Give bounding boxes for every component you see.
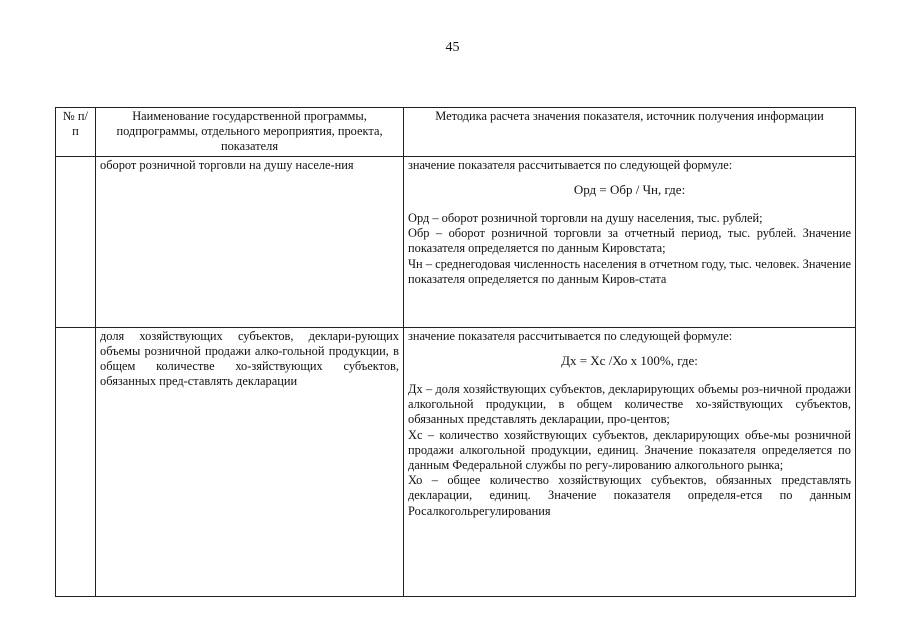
table-row xyxy=(56,156,856,327)
header-name: Наименование государственной программы, подпрограммы, отдельного мероприятия, проекта, показателя xyxy=(96,108,404,157)
row-num xyxy=(56,156,96,327)
header-row xyxy=(56,108,856,157)
header-method: Методика расчета значения показателя, источник получения информации xyxy=(404,108,856,157)
definition: Хс – количество хозяйствующих субъектов, декларирующих объе-мы розничной продажи алкогольной продукции, единиц. Значение показателя определяется по данным Федеральной службы по регу-лированию алкогольного рынка; xyxy=(408,427,851,473)
method-cell xyxy=(404,327,856,596)
definition: Орд – оборот розничной торговли на душу населения, тыс. рублей; xyxy=(408,211,763,226)
method-lead: значение показателя рассчитывается по следующей формуле: xyxy=(408,157,733,172)
definition: Чн – среднегодовая численность населения в отчетном году, тыс. человек. Значение показателя определяется по данным Киров-стата xyxy=(408,256,851,286)
method-cell xyxy=(404,156,856,327)
indicator-name: доля хозяйствующих субъектов, деклари-рующих объемы розничной продажи алко-гольной продукции, в общем количестве хо-зяйствующих субъектов, обязанных пред-ставлять декларации xyxy=(96,327,404,596)
definition: Хо – общее количество хозяйствующих субъектов, обязанных представлять декларации, единиц. Значение показателя определя-ется по данным Росалкогольрегулирования xyxy=(408,473,851,518)
definition: Обр – оборот розничной торговли за отчетный период, тыс. рублей. Значение показателя определяется по данным Кировстата; xyxy=(408,226,851,256)
header-num: № п/п xyxy=(56,108,96,157)
indicator-table xyxy=(55,107,856,597)
table-header xyxy=(56,108,856,157)
formula: Дх = Хс /Хо х 100%, где: xyxy=(561,352,698,368)
definition: Дх – доля хозяйствующих субъектов, декларирующих объемы роз-ничной продажи алкогольной продукции, в общем количестве хо-зяйствующих субъектов, обязанных представлять декларации, про-центов; xyxy=(408,382,851,427)
page-number: 45 xyxy=(445,40,460,55)
indicator-name: оборот розничной торговли на душу населе-ния xyxy=(96,156,404,327)
method-lead: значение показателя рассчитывается по следующей формуле: xyxy=(408,328,733,343)
table-row xyxy=(56,327,856,596)
row-num xyxy=(56,327,96,596)
formula: Орд = Обр / Чн, где: xyxy=(573,181,686,197)
